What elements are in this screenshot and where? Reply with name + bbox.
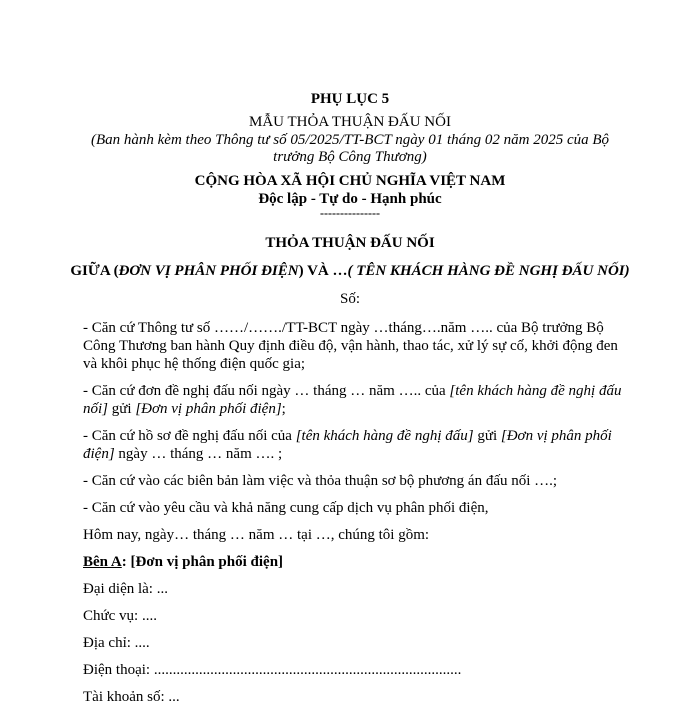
- distributor-placeholder: [Đơn vị phân phối điện]: [135, 401, 282, 417]
- customer-placeholder: [tên khách hàng đề nghị đấu]: [295, 428, 474, 444]
- motto: Độc lập - Tự do - Hạnh phúc: [258, 191, 442, 207]
- issued-note-line-1: (Ban hành kèm theo Thông tư số 05/2025/TT-BCT ngày 01 tháng 02 năm 2025 của Bộ: [90, 132, 610, 148]
- basis-capability: - Căn cứ vào yêu cầu và khả năng cung cấp dịch vụ phân phối điện,: [83, 500, 489, 516]
- basis-application-line-2: [83, 400, 286, 418]
- basis-circular-line-2: Công Thương ban hành Quy định điều độ, vận hành, thao tác, xử lý sự cố, khởi động đen: [83, 338, 618, 354]
- party-a-heading: [83, 553, 283, 571]
- header-divider: ---------------: [320, 206, 380, 220]
- party-a-account: Tài khoản số: ...: [83, 689, 180, 705]
- basis-dossier-line-1: [83, 427, 612, 445]
- party-a-name: : [Đơn vị phân phối điện]: [121, 554, 284, 570]
- agreement-parties: [0, 262, 700, 280]
- basis-dossier-line-2: [83, 445, 282, 463]
- customer-placeholder: [tên khách hàng đề nghị đấu: [449, 383, 622, 399]
- issued-note-line-2: trưởng Bộ Công Thương): [273, 149, 427, 165]
- between-party-2: ( TÊN KHÁCH HÀNG ĐỀ NGHỊ ĐẤU NỐI): [347, 263, 630, 279]
- sent-to-text: gửi: [108, 401, 136, 417]
- meeting-intro: Hôm nay, ngày… tháng … năm … tại …, chúng tôi gồm:: [83, 527, 430, 543]
- party-a-address: Địa chỉ: ....: [83, 635, 150, 651]
- basis-dossier-text: - Căn cứ hồ sơ đề nghị đấu nối của: [83, 428, 296, 444]
- semicolon: ;: [281, 401, 286, 417]
- party-a-representative: Đại diện là: ...: [83, 581, 168, 597]
- party-a-position: Chức vụ: ....: [83, 608, 157, 624]
- date-text: ngày … tháng … năm …. ;: [114, 446, 283, 462]
- basis-circular-line-3: và khôi phục hệ thống điện quốc gia;: [83, 356, 306, 372]
- nation-heading: CỘNG HÒA XÃ HỘI CHỦ NGHĨA VIỆT NAM: [194, 173, 506, 189]
- basis-application-text: - Căn cứ đơn đề nghị đấu nối ngày … tháng … năm ….. của: [83, 383, 450, 399]
- party-a-label: Bên A: [83, 554, 122, 570]
- between-prefix: GIỮA (: [70, 263, 119, 279]
- form-title: MẪU THỎA THUẬN ĐẤU NỐI: [249, 114, 451, 130]
- basis-application-line-1: [83, 382, 621, 400]
- distributor-placeholder-cont: điện]: [83, 446, 115, 462]
- appendix-heading: PHỤ LỤC 5: [310, 91, 390, 107]
- party-a-phone: Điện thoại: ..................................................................................: [83, 662, 462, 678]
- agreement-number: Số:: [339, 291, 360, 307]
- sent-to-text: gửi: [473, 428, 501, 444]
- agreement-title: THỎA THUẬN ĐẤU NỐI: [265, 235, 435, 251]
- distributor-placeholder: [Đơn vị phân phối: [500, 428, 612, 444]
- basis-circular-line-1: - Căn cứ Thông tư số ……/……./TT-BCT ngày …tháng….năm ….. của Bộ trưởng Bộ: [83, 320, 604, 336]
- customer-placeholder-cont: nối]: [83, 401, 109, 417]
- between-mid: ) VÀ …: [298, 263, 348, 279]
- basis-minutes: - Căn cứ vào các biên bản làm việc và thỏa thuận sơ bộ phương án đấu nối ….;: [83, 473, 558, 489]
- between-party-1: ĐƠN VỊ PHÂN PHỐI ĐIỆN: [118, 263, 299, 279]
